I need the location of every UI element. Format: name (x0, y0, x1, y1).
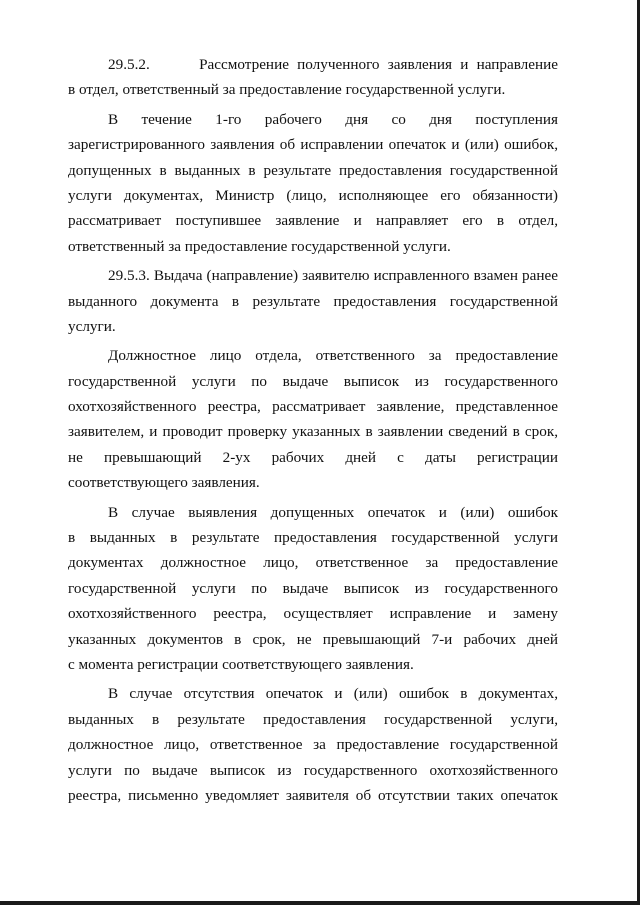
text-line: ответственный за предоставление государственной услуги. (68, 237, 451, 255)
text-line: государственной услуги по выдаче выписок из государственного (68, 372, 558, 390)
text-line: услуги по выдаче выписок из государственного охотхозяйственного (68, 761, 558, 779)
text-line: В случае выявления допущенных опечаток и (или) ошибок (108, 503, 558, 521)
text-line: услуги. (68, 317, 116, 335)
document-body (68, 52, 558, 808)
text-line: выданных в результате предоставления государственной услуги, (68, 710, 558, 728)
text-line: охотхозяйственного реестра, рассматривает заявление, представленное (68, 398, 558, 416)
text-line: рассматривает поступившее заявление и направляет его в отдел, (68, 212, 558, 230)
paragraph-p6 (68, 681, 558, 808)
paragraph-p3 (68, 263, 558, 339)
text-line: В случае отсутствия опечаток и (или) ошибок в документах, (108, 685, 558, 703)
text-line: соответствующего заявления. (68, 474, 260, 492)
text-line: не превышающий 2-ух рабочих дней с даты регистрации (68, 448, 558, 466)
text-line: В течение 1-го рабочего дня со дня поступления (108, 110, 558, 128)
text-line: документах должностное лицо, ответственное за предоставление (68, 554, 558, 572)
text-line: 29.5.3. Выдача (направление) заявителю исправленного взамен ранее (108, 267, 558, 285)
text-line: государственной услуги по выдаче выписок из государственного (68, 579, 558, 597)
text-line: выданного документа в результате предоставления государственной (68, 292, 558, 310)
text-line: 29.5.2. Рассмотрение полученного заявления и направление (108, 56, 558, 73)
text-line: в выданных в результате предоставления государственной услуги (68, 529, 558, 547)
text-line: реестра, письменно уведомляет заявителя об отсутствии таких опечаток (68, 786, 558, 804)
text-line: Должностное лицо отдела, ответственного за предоставление (108, 347, 558, 365)
paragraph-p1 (68, 52, 558, 103)
text-line: в отдел, ответственный за предоставление государственной услуги. (68, 81, 506, 99)
text-line: допущенных в выданных в результате предоставления государственной (68, 161, 558, 179)
text-line: должностное лицо, ответственное за предоставление государственной (68, 736, 558, 754)
paragraph-p2 (68, 107, 558, 259)
paragraph-p5 (68, 500, 558, 678)
text-line: услуги документах, Министр (лицо, исполняющее его обязанности) (68, 186, 558, 204)
scan-edge-bottom (0, 901, 640, 905)
paragraph-p4 (68, 343, 558, 495)
text-line: заявителем, и проводит проверку указанных в заявлении сведений в срок, (68, 423, 558, 441)
text-line: зарегистрированного заявления об исправлении опечаток и (или) ошибок, (68, 136, 558, 154)
text-line: указанных документов в срок, не превышающий 7-и рабочих дней (68, 630, 558, 648)
text-line: с момента регистрации соответствующего заявления. (68, 655, 414, 673)
text-line: охотхозяйственного реестра, осуществляет исправление и замену (68, 605, 558, 623)
